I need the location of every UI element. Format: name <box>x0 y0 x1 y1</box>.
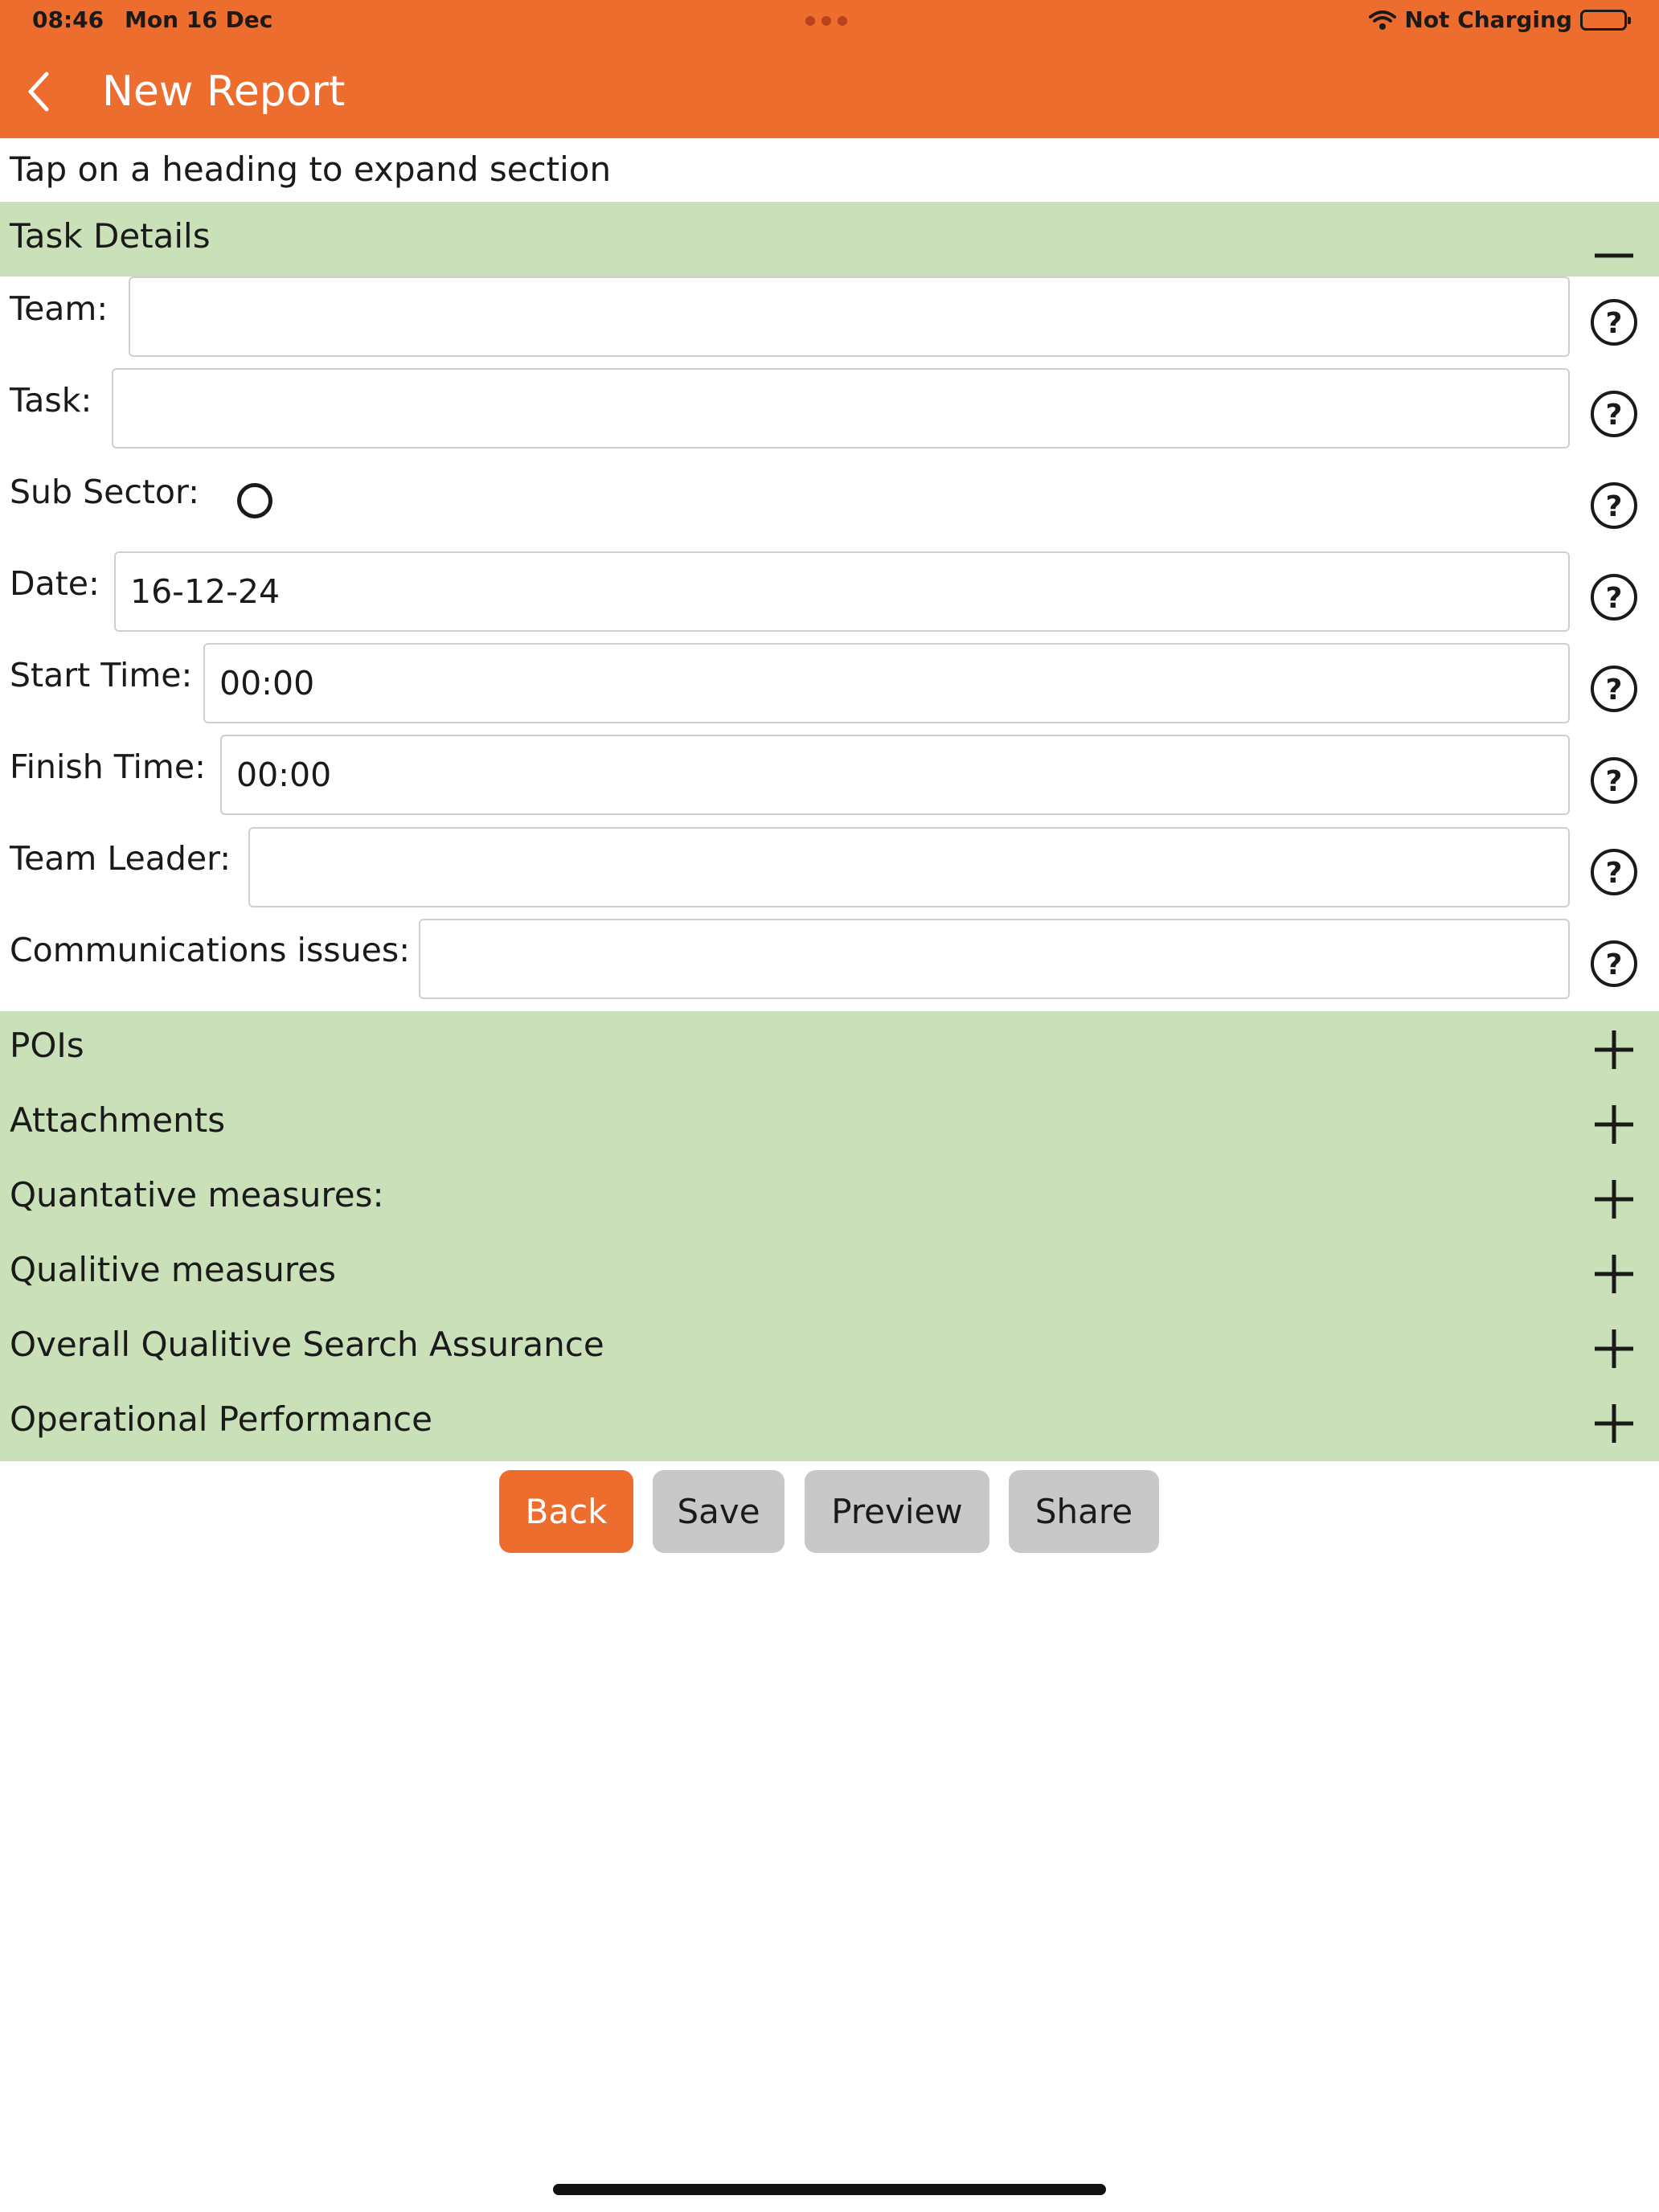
date-label: Date: <box>10 564 100 603</box>
section-quantative-measures[interactable] <box>0 1161 1659 1235</box>
question-circle-icon[interactable] <box>1589 481 1639 530</box>
start-time-input[interactable]: 00:00 <box>203 643 1570 723</box>
team-input[interactable] <box>129 276 1570 357</box>
question-circle-icon[interactable] <box>1589 664 1639 714</box>
section-operational-performance[interactable] <box>0 1385 1659 1460</box>
svg-text:?: ? <box>1605 399 1623 432</box>
date-input[interactable]: 16-12-24 <box>114 551 1570 632</box>
back-button[interactable]: Back <box>499 1470 633 1553</box>
task-label: Task: <box>10 381 92 420</box>
top-bar <box>0 0 1659 138</box>
team-leader-label: Team Leader: <box>10 839 231 878</box>
status-time: 08:46 <box>32 6 104 33</box>
svg-text:?: ? <box>1605 765 1623 798</box>
plus-icon[interactable] <box>1591 1401 1636 1446</box>
svg-text:?: ? <box>1605 307 1623 340</box>
section-title: Quantative measures: <box>10 1175 384 1215</box>
plus-icon[interactable] <box>1591 1102 1636 1147</box>
communications-label: Communications issues: <box>10 931 411 969</box>
section-title: Attachments <box>10 1100 226 1140</box>
finish-time-input[interactable]: 00:00 <box>220 735 1570 815</box>
svg-text:?: ? <box>1605 582 1623 615</box>
section-attachments[interactable] <box>0 1086 1659 1161</box>
status-right <box>1369 6 1627 33</box>
save-button[interactable]: Save <box>653 1470 784 1553</box>
instruction-text: Tap on a heading to expand section <box>10 150 612 189</box>
section-task-details[interactable] <box>0 202 1659 276</box>
plus-icon[interactable] <box>1591 1326 1636 1371</box>
section-title: POIs <box>10 1026 84 1065</box>
share-button[interactable]: Share <box>1009 1470 1159 1553</box>
section-title: Qualitive measures <box>10 1250 336 1289</box>
team-label: Team: <box>10 289 109 328</box>
question-circle-icon[interactable] <box>1589 756 1639 805</box>
page-title: New Report <box>102 68 346 116</box>
sub-sector-label: Sub Sector: <box>10 473 199 511</box>
svg-text:?: ? <box>1605 948 1623 981</box>
charging-status: Not Charging <box>1404 6 1572 33</box>
minus-icon[interactable] <box>1591 218 1636 263</box>
section-pois[interactable] <box>0 1011 1659 1086</box>
home-indicator[interactable] <box>553 2184 1106 2195</box>
question-circle-icon[interactable] <box>1589 847 1639 897</box>
svg-text:?: ? <box>1605 674 1623 707</box>
multitasking-dots-icon[interactable] <box>805 16 847 27</box>
sub-sector-radio[interactable] <box>237 483 272 518</box>
start-time-label: Start Time: <box>10 656 193 694</box>
section-title: Operational Performance <box>10 1399 432 1439</box>
section-title: Task Details <box>10 216 211 256</box>
question-circle-icon[interactable] <box>1589 572 1639 622</box>
section-qualitive-measures[interactable] <box>0 1235 1659 1310</box>
task-input[interactable] <box>112 368 1570 449</box>
status-date: Mon 16 Dec <box>125 6 273 33</box>
question-circle-icon[interactable] <box>1589 297 1639 347</box>
section-title: Overall Qualitive Search Assurance <box>10 1325 604 1364</box>
svg-text:?: ? <box>1605 857 1623 890</box>
section-overall-qualitive-search-assurance[interactable] <box>0 1310 1659 1385</box>
chevron-left-icon[interactable] <box>21 69 56 114</box>
wifi-icon <box>1369 10 1396 31</box>
battery-icon <box>1580 10 1627 31</box>
question-circle-icon[interactable] <box>1589 939 1639 989</box>
preview-button[interactable]: Preview <box>805 1470 989 1553</box>
plus-icon[interactable] <box>1591 1177 1636 1222</box>
team-leader-input[interactable] <box>248 827 1570 907</box>
question-circle-icon[interactable] <box>1589 389 1639 439</box>
finish-time-label: Finish Time: <box>10 748 206 786</box>
svg-text:?: ? <box>1605 490 1623 523</box>
communications-input[interactable] <box>419 919 1570 999</box>
plus-icon[interactable] <box>1591 1251 1636 1296</box>
plus-icon[interactable] <box>1591 1027 1636 1072</box>
